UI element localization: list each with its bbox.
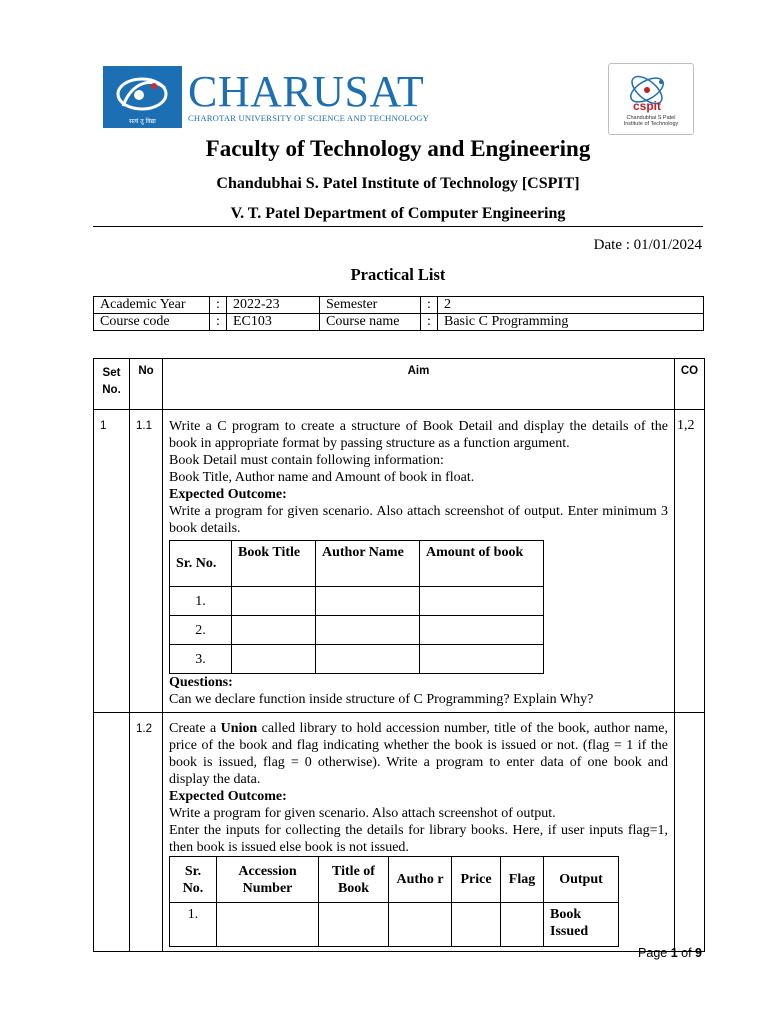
questions-text: Can we declare function inside structure of C Programming? Explain Why? [169,692,594,707]
set-number [94,713,130,952]
col-title-of-book: Title of Book [319,857,389,903]
colon: : [421,297,438,314]
col-accession-number: Accession Number [217,857,319,903]
university-full-name: CHAROTAR UNIVERSITY OF SCIENCE AND TECHNOLOGY [188,112,430,123]
sr-cell: 1. [170,587,232,616]
practical-row-1-1 [94,410,705,713]
department-title: V. T. Patel Department of Computer Engineering [230,205,566,222]
practical-number: 1.1 [130,410,163,713]
aim-text: Book Detail must contain following information: [169,453,444,468]
table-row [170,587,544,616]
academic-year-value: 2022-23 [227,297,320,314]
faculty-title: Faculty of Technology and Engineering [205,136,591,161]
inner-header-row [170,857,619,903]
course-name-label: Course name [320,314,421,331]
colon: : [210,314,227,331]
emblem-motto: सत्यं तु विद्या [129,118,156,125]
union-keyword: Union [220,721,258,736]
sr-cell: 1. [170,903,217,947]
expected-outcome-text: Enter the inputs for collecting the details for library books. Here, if user inputs flag=1, then book is issued else book is not issued. [169,823,668,855]
inner-header-row [170,541,544,587]
course-info-table [93,296,704,331]
col-author-name: Author Name [316,541,420,587]
semester-value: 2 [438,297,704,314]
practical-list-title: Practical List [350,265,446,284]
output-cell: Book Issued [544,903,619,947]
table-header-row [94,359,705,410]
university-name: CHARUSAT [188,66,425,116]
table-row [170,616,544,645]
page-number: Page 1 of 9 [638,946,702,960]
expected-outcome-text: Write a program for given scenario. Also attach screenshot of output. Enter minimum 3 book details. [169,504,668,536]
col-sr-no: Sr. No. [170,541,232,587]
cspit-logo-subtitle: Chandubhai S Patel Institute of Technology [623,115,679,127]
expected-outcome-label: Expected Outcome: [169,487,287,502]
expected-outcome-text: Write a program for given scenario. Also attach screenshot of output. [169,806,556,821]
charusat-logo [103,66,459,128]
sr-cell: 3. [170,645,232,674]
colon: : [421,314,438,331]
expected-outcome-label: Expected Outcome: [169,789,287,804]
charusat-emblem-icon [103,66,182,128]
header-divider [93,226,703,227]
sr-cell: 2. [170,616,232,645]
co-cell: 1,2 [675,410,705,713]
practical-table [93,358,705,952]
header-set-no: Set No. [94,359,130,410]
col-flag: Flag [501,857,544,903]
cspit-logo-text: cspit [633,99,662,113]
book-detail-table [169,540,544,674]
document-date: Date : 01/01/2024 [593,237,702,253]
set-number: 1 [94,410,130,713]
col-output: Output [544,857,619,903]
practical-number: 1.2 [130,713,163,952]
cspit-logo [608,63,694,135]
co-cell [675,713,705,952]
library-table [169,856,619,947]
aim-text: Create a Union called library to hold accession number, title of the book, author name, price of the book and flag indicating whether the book is issued or not. (flag = 1 if the book is issued, flag = 0 otherwise). Write a program to enter data of one book and display the data. [169,721,668,787]
course-code-value: EC103 [227,314,320,331]
col-price: Price [452,857,501,903]
course-name-value: Basic C Programming [438,314,704,331]
aim-text: Book Title, Author name and Amount of book in float. [169,470,475,485]
aim-text: Write a C program to create a structure of Book Detail and display the details of the book in appropriate format by passing structure as a function argument. [169,419,668,451]
practical-row-1-2 [94,713,705,952]
course-code-label: Course code [94,314,210,331]
institute-title: Chandubhai S. Patel Institute of Technology [CSPIT] [216,175,580,192]
aim-cell [163,410,675,713]
col-sr-no: Sr. No. [170,857,217,903]
header-no: No [130,359,163,410]
course-info-row [94,314,704,331]
header-co: CO [675,359,705,410]
header-aim: Aim [163,359,675,410]
colon: : [210,297,227,314]
aim-cell [163,713,675,952]
academic-year-label: Academic Year [94,297,210,314]
semester-label: Semester [320,297,421,314]
col-book-title: Book Title [232,541,316,587]
col-amount: Amount of book [420,541,544,587]
course-info-row [94,297,704,314]
col-author: Autho r [389,857,452,903]
table-row [170,903,619,947]
table-row [170,645,544,674]
questions-label: Questions: [169,675,233,690]
